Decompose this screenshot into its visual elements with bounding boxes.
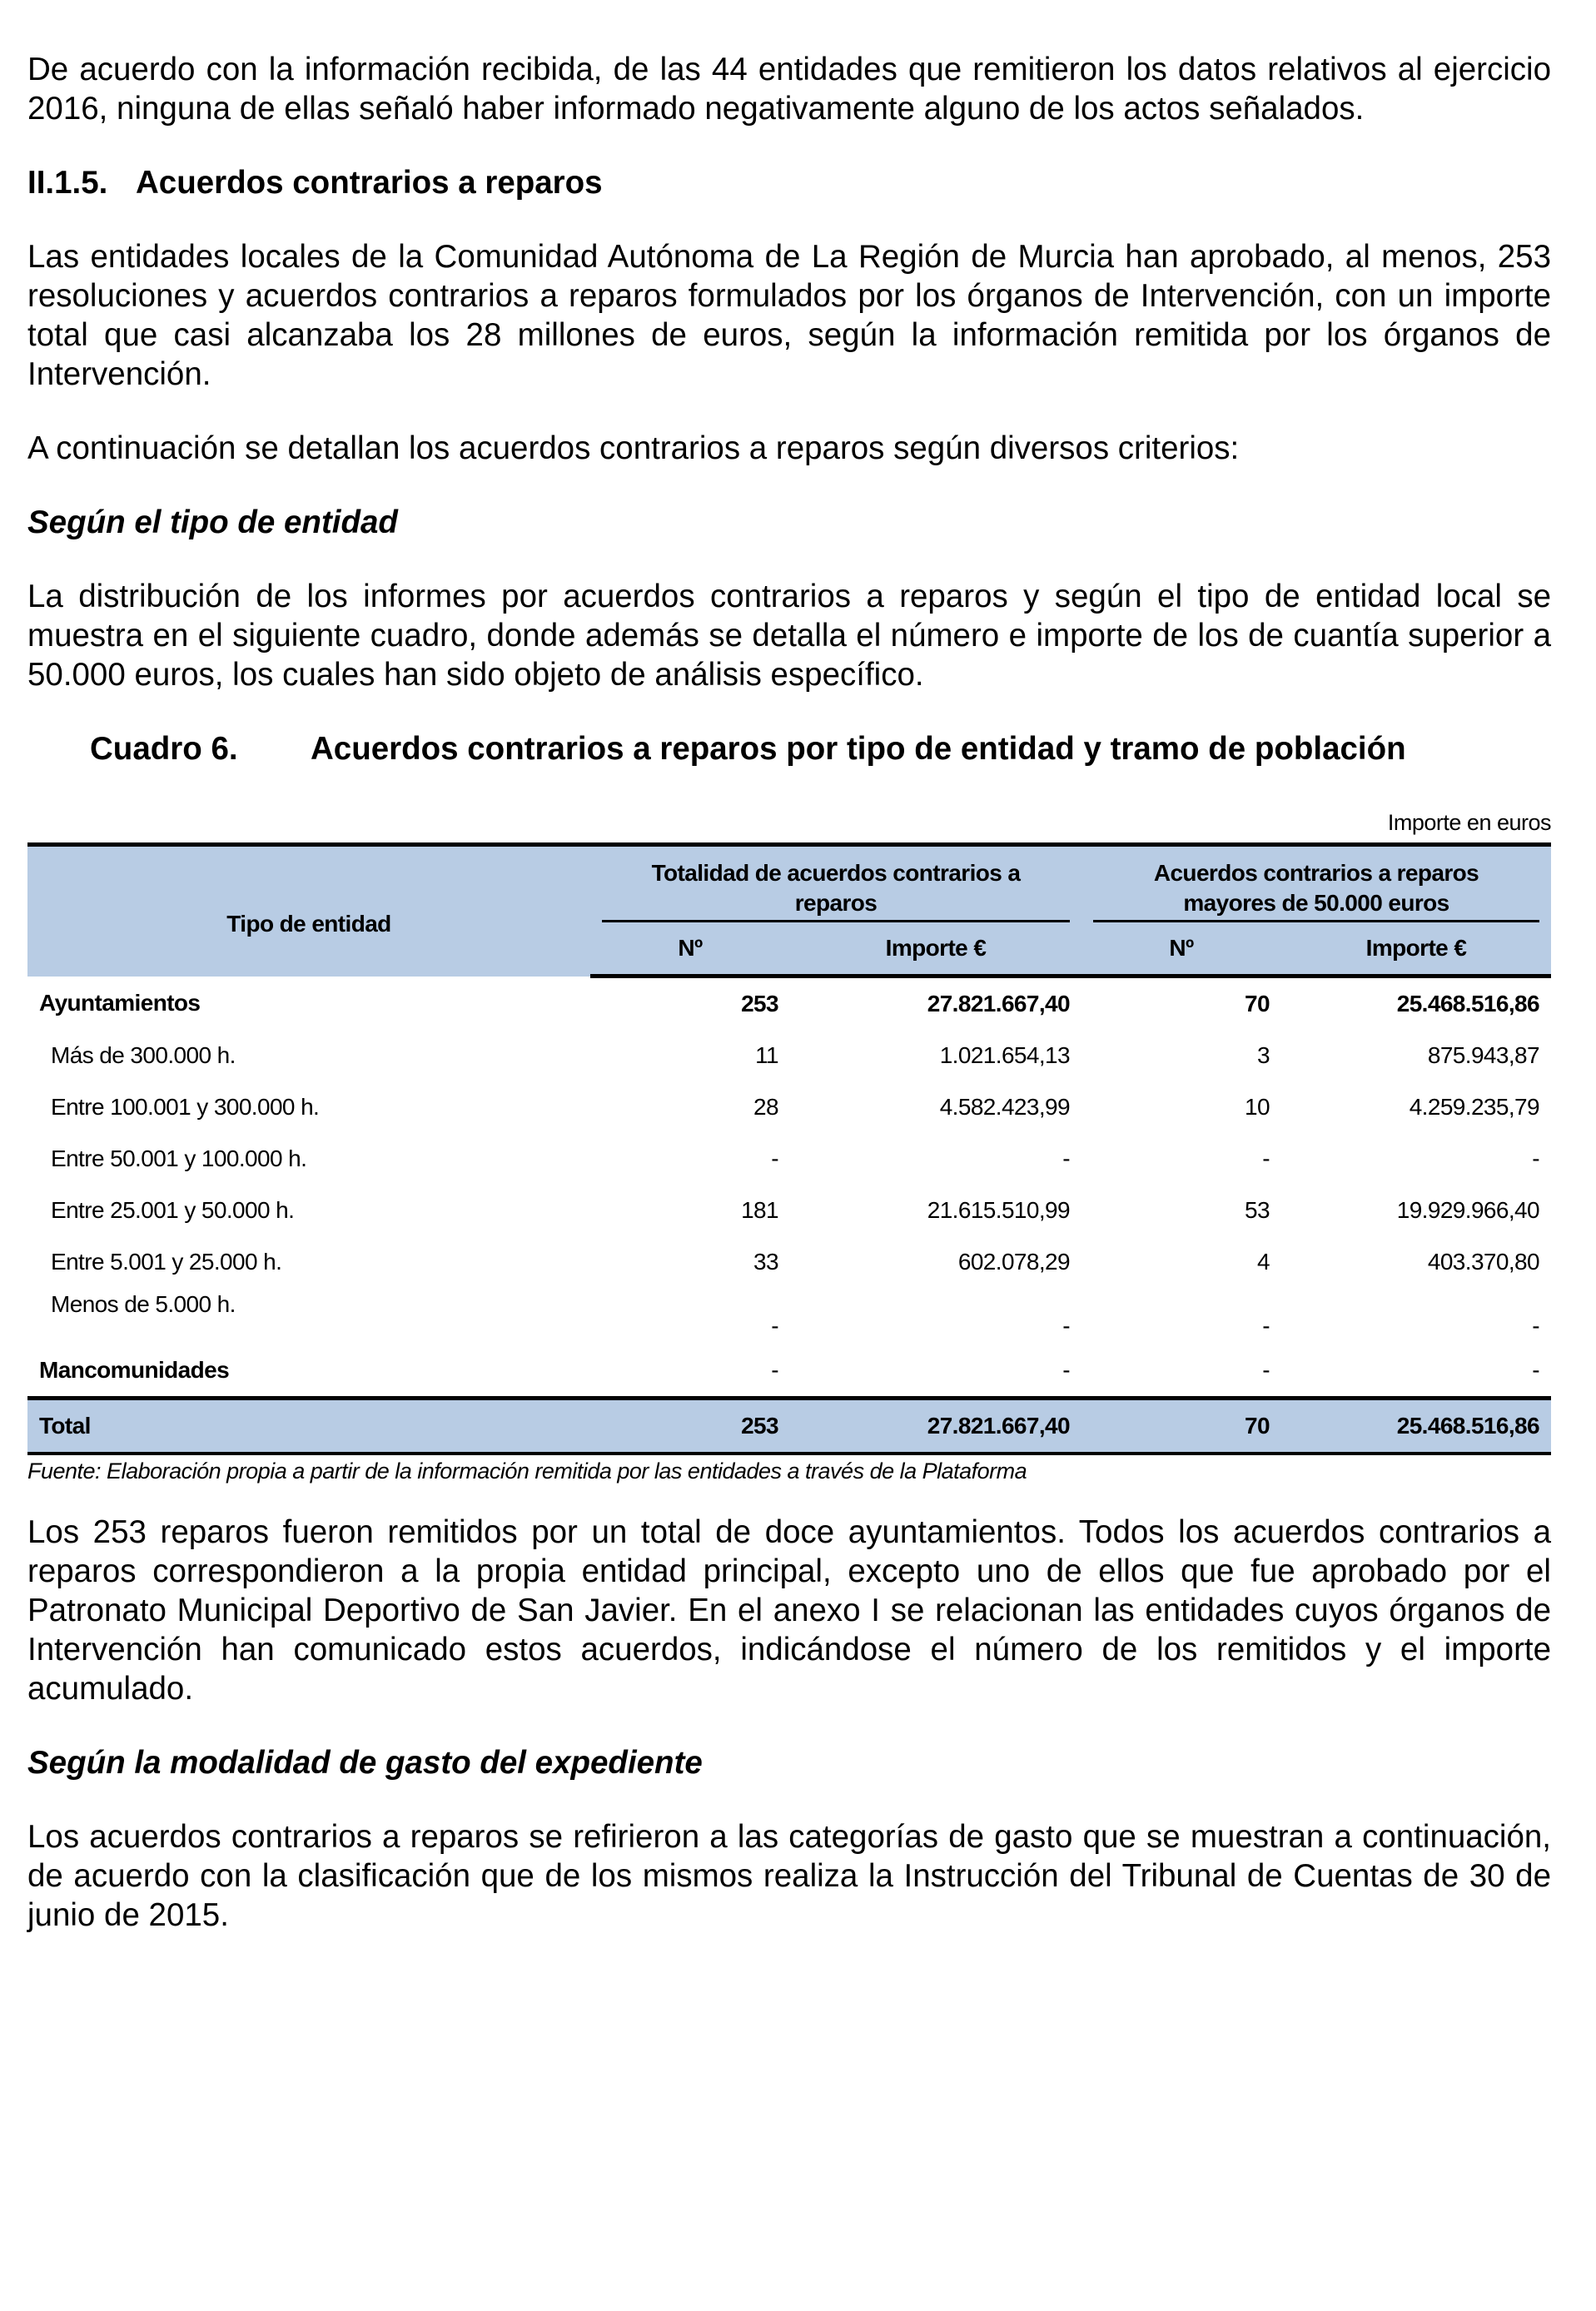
table-row [27, 1030, 1551, 1081]
cell-importe2: 19.929.966,40 [1396, 1197, 1539, 1223]
table-caption [27, 729, 1551, 768]
document-page [27, 50, 1551, 1970]
cell-n1: 28 [753, 1094, 778, 1120]
section-heading [27, 163, 1551, 202]
paragraph-distribution: La distribución de los informes por acuerdos contrarios a reparos y según el tipo de entidad local se muestra en el siguiente cuadro, donde además se detalla el número e importe de los de cuantía superior a 50.000 euros, los cuales han sido objeto de análisis específico. [27, 579, 1551, 693]
section-title: Acuerdos contrarios a reparos [136, 165, 603, 201]
subheading-entity-type: Según el tipo de entidad [27, 504, 398, 540]
cell-importe2: 403.370,80 [1427, 1249, 1539, 1275]
table-caption-title: Acuerdos contrarios a reparos por tipo de entidad y tramo de población [311, 731, 1406, 767]
cell-importe1: 27.821.667,40 [927, 991, 1070, 1016]
paragraph-categories: Los acuerdos contrarios a reparos se refirieron a las categorías de gasto que se muestran a continuación, de acuerdo con la clasificación que de los mismos realiza la Instrucción del Tribunal de Cuentas de 30 de junio de 2015. [27, 1819, 1551, 1933]
column-group-total [590, 845, 1081, 923]
row-label: Entre 5.001 y 25.000 h. [51, 1249, 282, 1275]
row-label: Mancomunidades [39, 1357, 230, 1383]
subheading-spending-type: Según la modalidad de gasto del expediente [27, 1745, 703, 1781]
table-row [27, 1133, 1551, 1185]
cell-importe1: - [1062, 1146, 1070, 1171]
cell-n2: 4 [1257, 1249, 1270, 1275]
row-label: Entre 50.001 y 100.000 h. [51, 1146, 307, 1171]
cell-n1: - [771, 1146, 778, 1171]
total-importe2: 25.468.516,86 [1281, 1399, 1551, 1454]
cell-n2: 53 [1245, 1197, 1270, 1223]
cell-n1: 181 [741, 1197, 778, 1223]
row-label: Ayuntamientos [39, 989, 201, 1016]
cell-importe1: - [1062, 1357, 1070, 1383]
column-header-importe1: Importe € [790, 922, 1081, 977]
column-group-over-50000 [1081, 845, 1551, 923]
cell-importe2: - [1532, 1313, 1539, 1339]
cell-importe1: 1.021.654,13 [939, 1042, 1070, 1068]
cell-importe2: 25.468.516,86 [1396, 991, 1539, 1016]
cell-n2: - [1262, 1313, 1270, 1339]
cell-n2: - [1262, 1146, 1270, 1171]
table-row [27, 1081, 1551, 1133]
cell-n1: 11 [755, 1042, 778, 1068]
total-label: Total [27, 1399, 590, 1454]
column-header-n2: Nº [1081, 922, 1281, 977]
paragraph-criteria: A continuación se detallan los acuerdos contrarios a reparos según diversos criterios: [27, 430, 1240, 466]
table-header-row [27, 845, 1551, 923]
table-caption-number: Cuadro 6. [90, 731, 238, 767]
total-importe1: 27.821.667,40 [790, 1399, 1081, 1454]
total-n1: 253 [590, 1399, 790, 1454]
paragraph-summary: Las entidades locales de la Comunidad Autónoma de La Región de Murcia han aprobado, al menos, 253 resoluciones y acuerdos contrarios a reparos formulados por los órganos de Intervención, con un importe total que casi alcanzaba los 28 millones de euros, según la información remitida por los órganos de Intervención. [27, 239, 1551, 392]
cell-importe1: 4.582.423,99 [939, 1094, 1070, 1120]
paragraph-intro: De acuerdo con la información recibida, de las 44 entidades que remitieron los datos relativos al ejercicio 2016, ninguna de ellas señaló haber informado negativamente alguno de los actos señalados. [27, 52, 1551, 127]
table-row [27, 977, 1551, 1031]
table-row [27, 1236, 1551, 1288]
cell-n1: 33 [753, 1249, 778, 1275]
table-row [27, 1344, 1551, 1399]
table-total-row [27, 1399, 1551, 1454]
cell-n2: 3 [1257, 1042, 1270, 1068]
cell-importe2: 4.259.235,79 [1409, 1094, 1539, 1120]
cell-importe2: 875.943,87 [1427, 1042, 1539, 1068]
cell-n1: 253 [741, 991, 778, 1016]
cell-importe1: 21.615.510,99 [927, 1197, 1070, 1223]
cell-n1: - [771, 1357, 778, 1383]
row-label: Entre 100.001 y 300.000 h. [51, 1094, 320, 1120]
total-n2: 70 [1081, 1399, 1281, 1454]
section-number: II.1.5. [27, 165, 108, 201]
table-source-note: Fuente: Elaboración propia a partir de la información remitida por las entidades a través de la Plataforma [27, 1459, 1027, 1484]
row-label: Menos de 5.000 h. [51, 1291, 236, 1317]
column-group-over-50000-label: Acuerdos contrarios a reparos mayores de 50.000 euros [1093, 858, 1539, 922]
row-label: Más de 300.000 h. [51, 1042, 236, 1068]
table-row [27, 1288, 1551, 1344]
cell-importe1: - [1062, 1313, 1070, 1339]
cell-importe2: - [1532, 1357, 1539, 1383]
column-group-total-label: Totalidad de acuerdos contrarios a reparos [602, 858, 1070, 922]
column-header-entity-type: Tipo de entidad [27, 845, 590, 977]
data-table [27, 842, 1551, 1455]
row-label: Entre 25.001 y 50.000 h. [51, 1197, 295, 1223]
table-row [27, 1185, 1551, 1236]
cell-n2: - [1262, 1357, 1270, 1383]
cell-n1: - [771, 1313, 778, 1339]
cell-n2: 70 [1245, 991, 1270, 1016]
cell-n2: 10 [1245, 1094, 1270, 1120]
column-header-importe2: Importe € [1281, 922, 1551, 977]
table-units-note: Importe en euros [1387, 810, 1551, 835]
column-header-n1: Nº [590, 922, 790, 977]
paragraph-remittances: Los 253 reparos fueron remitidos por un total de doce ayuntamientos. Todos los acuerdos contrarios a reparos correspondieron a la propia entidad principal, excepto uno de ellos que fue aprobado por el Patronato Municipal Deportivo de San Javier. En el anexo I se relacionan las entidades cuyos órganos de Intervención han comunicado estos acuerdos, indicándose el número de los remitidos y el importe acumulado. [27, 1514, 1551, 1707]
cell-importe1: 602.078,29 [957, 1249, 1070, 1275]
cell-importe2: - [1532, 1146, 1539, 1171]
